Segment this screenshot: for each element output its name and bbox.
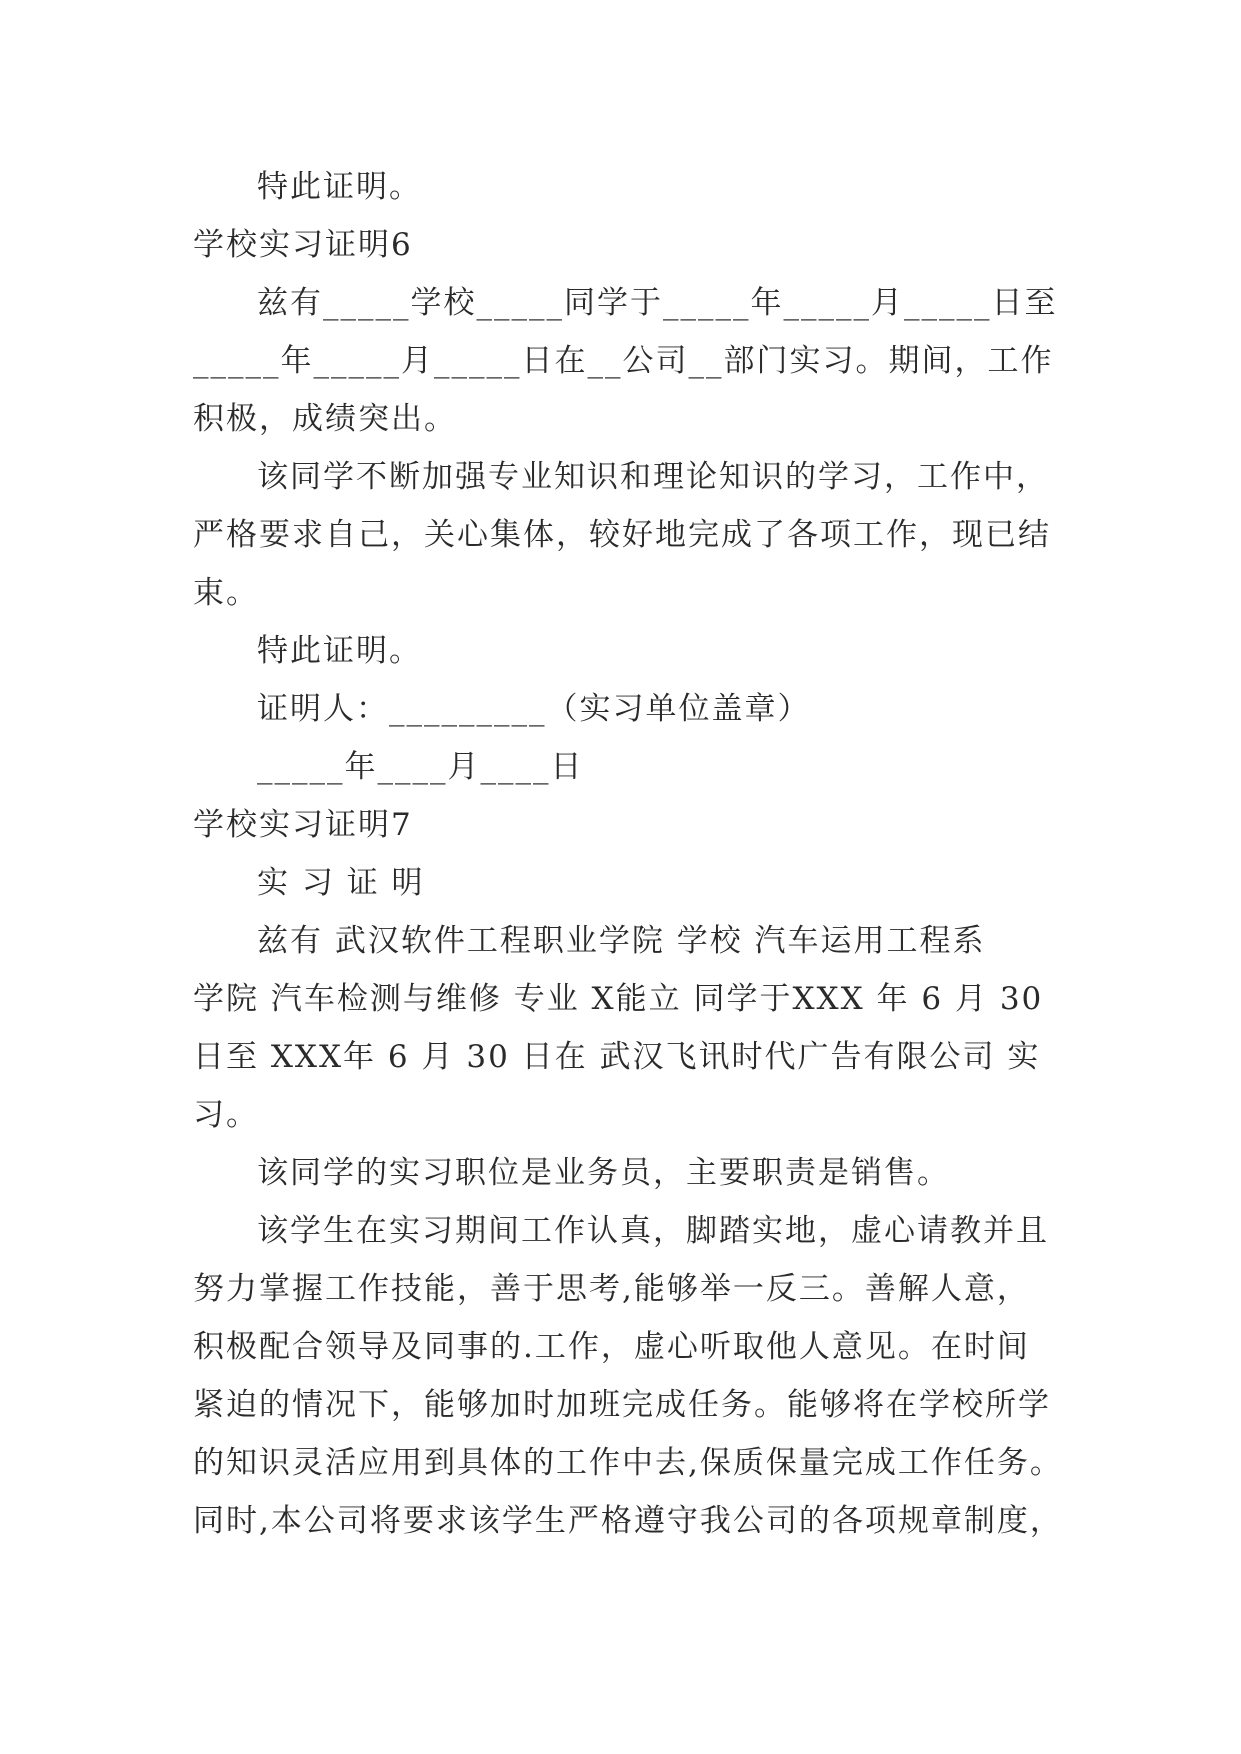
section-heading-6: 学校实习证明6: [193, 227, 413, 263]
paragraph-line: 该学生在实习期间工作认真，脚踏实地，虚心请教并且: [257, 1213, 1049, 1249]
paragraph-line: 积极配合领导及同事的.工作，虚心听取他人意见。在时间: [193, 1329, 1030, 1365]
paragraph-line: 该同学不断加强专业知识和理论知识的学习，工作中，: [257, 459, 1049, 495]
paragraph-line: 同时,本公司将要求该学生严格遵守我公司的各项规章制度，: [193, 1503, 1063, 1539]
paragraph-line: 学院 汽车检测与维修 专业 X能立 同学于XXX 年 6 月 30: [193, 981, 1044, 1017]
paragraph-line: 紧迫的情况下，能够加时加班完成任务。能够将在学校所学: [193, 1387, 1051, 1423]
paragraph-line: 兹有_____学校_____同学于_____年_____月_____日至: [257, 285, 1058, 321]
certifier-line: 证明人：_________（实习单位盖章）: [257, 691, 811, 727]
section-heading-7: 学校实习证明7: [193, 807, 413, 843]
paragraph-line: 日至 XXX年 6 月 30 日在 武汉飞讯时代广告有限公司 实: [193, 1039, 1041, 1075]
closing-statement: 特此证明。: [257, 633, 422, 669]
paragraph-line: 兹有 武汉软件工程职业学院 学校 汽车运用工程系: [257, 923, 986, 959]
document-body: [193, 158, 1063, 1550]
paragraph-line: 努力掌握工作技能，善于思考,能够举一反三。善解人意，: [193, 1271, 1030, 1307]
paragraph-line: _____年_____月_____日在__公司__部门实习。期间，工作: [193, 343, 1054, 379]
certificate-title: 实 习 证 明: [257, 865, 425, 901]
closing-statement: 特此证明。: [257, 169, 422, 205]
paragraph-line: 习。: [193, 1097, 259, 1133]
paragraph-line: 的知识灵活应用到具体的工作中去,保质保量完成工作任务。: [193, 1445, 1063, 1481]
paragraph-line: 束。: [193, 575, 259, 611]
paragraph-line: 积极，成绩突出。: [193, 401, 457, 437]
paragraph-line: 该同学的实习职位是业务员，主要职责是销售。: [257, 1155, 950, 1191]
date-line: _____年____月____日: [257, 749, 584, 785]
paragraph-line: 严格要求自己，关心集体，较好地完成了各项工作，现已结: [193, 517, 1051, 553]
